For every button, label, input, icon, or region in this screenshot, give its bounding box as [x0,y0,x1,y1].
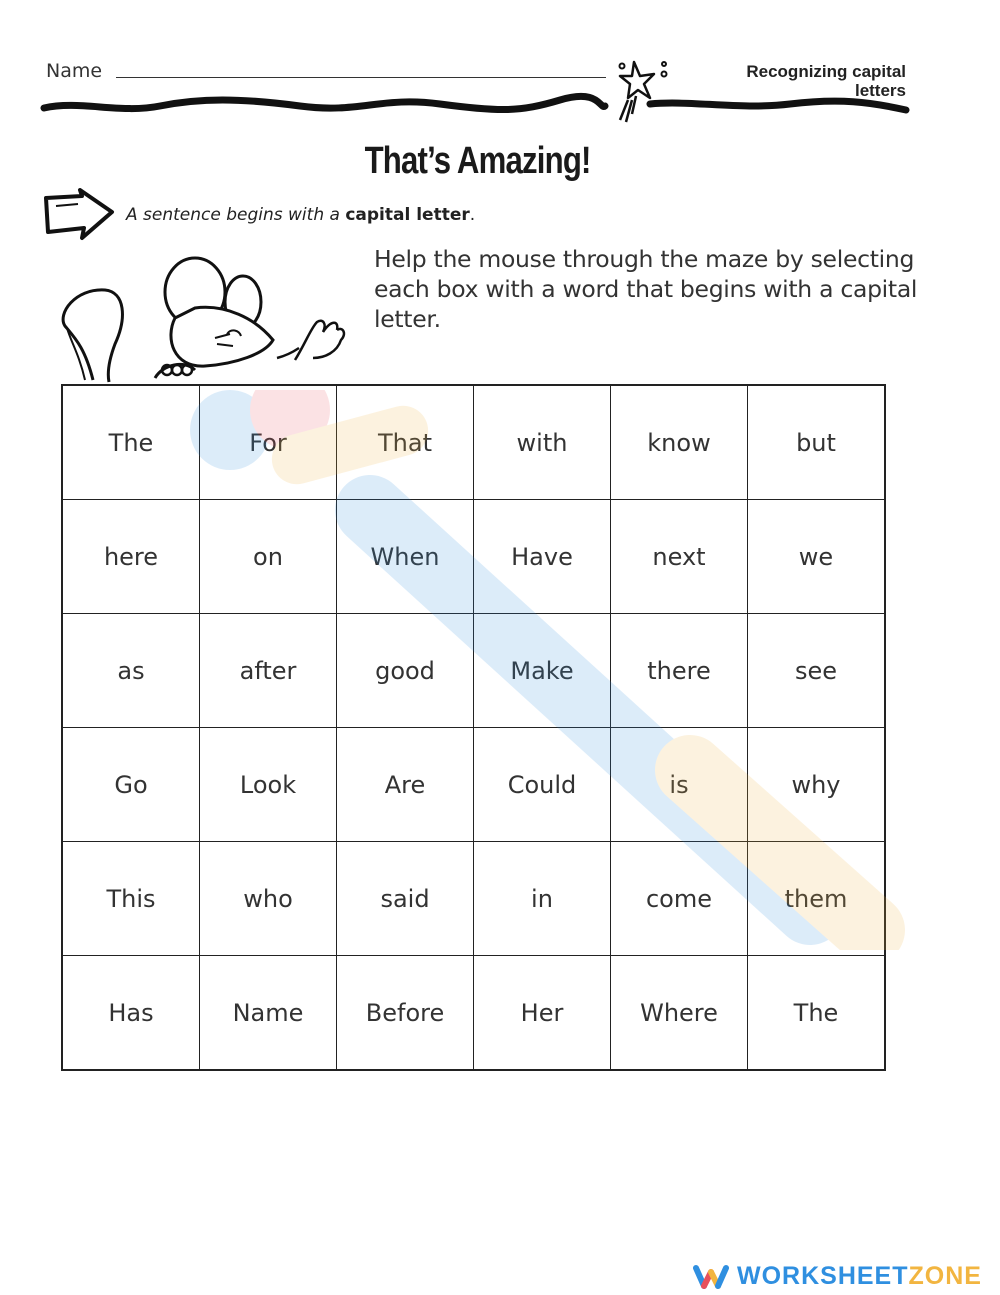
watermark-part2: ZONE [908,1262,982,1290]
maze-cell[interactable]: Make [474,614,611,728]
mouse-illustration-icon [55,248,355,388]
maze-cell[interactable]: is [611,728,748,842]
topic-label [746,62,906,100]
maze-cell[interactable]: know [611,385,748,500]
maze-cell[interactable]: good [337,614,474,728]
maze-cell[interactable]: we [748,500,886,614]
maze-cell[interactable]: For [200,385,337,500]
maze-cell[interactable]: why [748,728,886,842]
arrow-right-icon [42,188,117,243]
maze-cell[interactable]: who [200,842,337,956]
maze-cell[interactable]: with [474,385,611,500]
maze-row [62,385,885,500]
rule-prefix: A sentence begins with a [126,205,346,225]
maze-grid [61,384,886,1071]
watermark-part1: WORKSHEET [737,1262,909,1290]
maze-cell[interactable]: come [611,842,748,956]
maze-row [62,500,885,614]
topic-line-2: letters [854,81,906,100]
maze-cell[interactable]: Could [474,728,611,842]
maze-cell[interactable]: This [62,842,200,956]
name-label: Name [46,60,103,82]
page-title: That’s Amazing! [364,140,591,182]
instructions: Help the mouse through the maze by selecting each box with a word that begins with a capital letter. [374,245,918,333]
maze-cell[interactable]: Look [200,728,337,842]
rule-text [126,205,475,225]
maze-cell[interactable]: next [611,500,748,614]
maze-cell[interactable]: The [748,956,886,1071]
maze-cell[interactable]: Go [62,728,200,842]
shooting-star-icon [612,56,672,124]
maze-cell[interactable]: but [748,385,886,500]
rule-emphasis: capital letter [345,205,470,225]
maze-cell[interactable]: here [62,500,200,614]
maze-cell[interactable]: see [748,614,886,728]
maze-cell[interactable]: Has [62,956,200,1071]
maze-cell[interactable]: said [337,842,474,956]
maze-cell[interactable]: Where [611,956,748,1071]
maze-row [62,956,885,1071]
maze-cell[interactable]: Have [474,500,611,614]
maze-cell[interactable]: When [337,500,474,614]
maze-cell[interactable]: Before [337,956,474,1071]
maze-cell[interactable]: after [200,614,337,728]
maze-cell[interactable]: there [611,614,748,728]
maze-row [62,842,885,956]
topic-line-1: Recognizing capital [746,62,906,81]
worksheetzone-logo [693,1262,982,1291]
maze-row [62,728,885,842]
maze-cell[interactable]: in [474,842,611,956]
maze-cell[interactable]: as [62,614,200,728]
maze-cell[interactable]: Are [337,728,474,842]
maze-cell[interactable]: on [200,500,337,614]
watermark-text [737,1262,982,1291]
maze-cell[interactable]: them [748,842,886,956]
rule-suffix: . [469,205,476,225]
name-input-line[interactable] [116,77,606,78]
maze-cell[interactable]: Her [474,956,611,1071]
maze-cell[interactable]: Name [200,956,337,1071]
maze-row [62,614,885,728]
maze-cell[interactable]: That [337,385,474,500]
w-logo-icon [693,1264,729,1290]
maze-cell[interactable]: The [62,385,200,500]
